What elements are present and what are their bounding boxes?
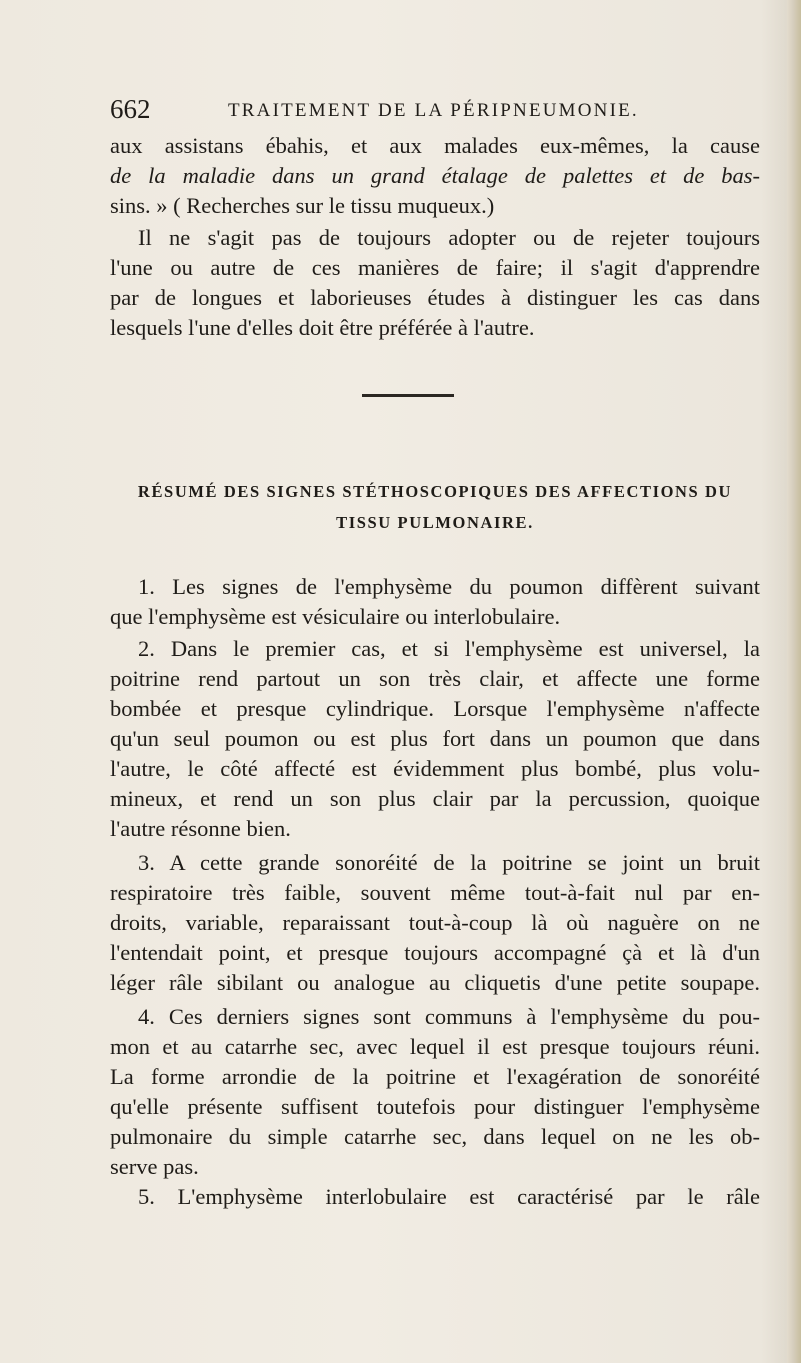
text-line: poitrine rend partout un son très clair, et affecte une forme [110,666,760,691]
text-line: serve pas. [110,1154,199,1179]
running-head: TRAITEMENT DE LA PÉRIPNEUMONIE. [228,100,639,121]
text-line: 3. A cette grande sonoréité de la poitrine se joint un bruit [138,850,760,875]
text-line: respiratoire très faible, souvent même tout-à-fait nul par en- [110,880,760,905]
text-line: de la maladie dans un grand étalage de palettes et de bas- [110,163,760,188]
section-title-line-2: TISSU PULMONAIRE. [336,513,534,532]
text-line: 4. Ces derniers signes sont communs à l'emphysème du pou- [138,1004,760,1029]
text-line: par de longues et laborieuses études à distinguer les cas dans [110,285,760,310]
text-line: La forme arrondie de la poitrine et l'exagération de sonoréité [110,1064,760,1089]
text-line: mon et au catarrhe sec, avec lequel il est presque toujours réuni. [110,1034,760,1059]
text-line: aux assistans ébahis, et aux malades eux-mêmes, la cause [110,133,760,158]
text-line: que l'emphysème est vésiculaire ou interlobulaire. [110,604,561,629]
text-line: pulmonaire du simple catarrhe sec, dans lequel on ne les ob- [110,1124,760,1149]
text-line: 1. Les signes de l'emphysème du poumon diffèrent suivant [138,574,760,599]
text-line: bombée et presque cylindrique. Lorsque l'emphysème n'affecte [110,696,760,721]
text-line: droits, variable, reparaissant tout-à-coup là où naguère on ne [110,910,760,935]
text-line: l'autre, le côté affecté est évidemment plus bombé, plus volu- [110,756,760,781]
text-line: l'autre résonne bien. [110,816,291,841]
page-header [110,92,750,130]
text-line: 5. L'emphysème interlobulaire est caractérisé par le râle [138,1184,760,1209]
text-line: l'entendait point, et presque toujours accompagné çà et là d'un [110,940,760,965]
section-title-line-1: RÉSUMÉ DES SIGNES STÉTHOSCOPIQUES DES AFFECTIONS DU [137,482,733,501]
text-line: mineux, et rend un son plus clair par la percussion, quoique [110,786,760,811]
text-line: qu'un seul poumon ou est plus fort dans un poumon que dans [110,726,760,751]
text-line: sins. » ( Recherches sur le tissu muqueux.) [110,193,495,218]
page-number: 662 [110,94,151,124]
text-line: 2. Dans le premier cas, et si l'emphysème est universel, la [138,636,760,661]
text-line: lesquels l'une d'elles doit être préférée à l'autre. [110,315,535,340]
page-edge [787,0,801,1363]
text-line: Il ne s'agit pas de toujours adopter ou de rejeter toujours [138,225,760,250]
text-line: léger râle sibilant ou analogue au cliquetis d'une petite soupape. [110,970,760,995]
text-line: qu'elle présente suffisent toutefois pour distinguer l'emphysème [110,1094,760,1119]
text-line: l'une ou autre de ces manières de faire; il s'agit d'apprendre [110,255,760,280]
section-divider [362,394,454,397]
